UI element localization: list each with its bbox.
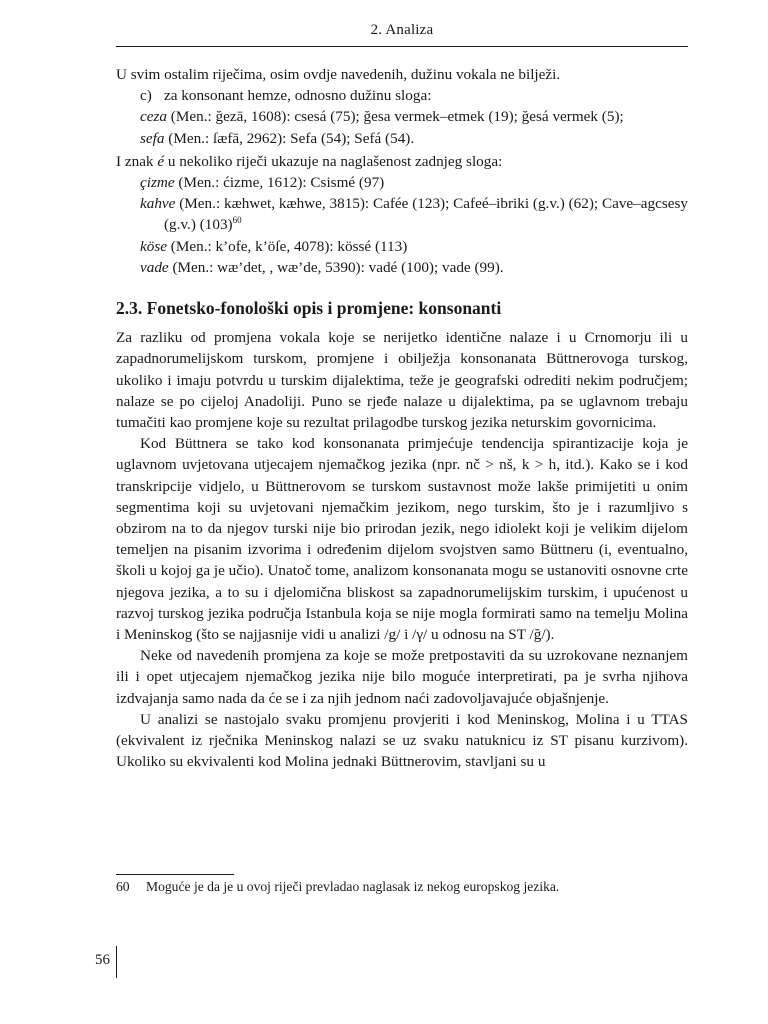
footnote bbox=[116, 878, 688, 896]
example-entry bbox=[116, 106, 688, 127]
footnote-number: 60 bbox=[116, 879, 130, 894]
example-word: ceza bbox=[140, 108, 167, 126]
example-text: (Men.: kæhwet, kæhwe, 3815): Cafée (123); Cafeé–ibriki (g.v.) (62); Cave–agcsesy (g.v.) (103) bbox=[164, 195, 688, 234]
example-word: çizme bbox=[140, 174, 175, 192]
intro-line: U svim ostalim riječima, osim ovdje navedenih, dužinu vokala ne bilježi. bbox=[116, 66, 561, 83]
example-word: kahve bbox=[140, 195, 176, 213]
example-text: (Men.: ğezā, 1608): csesá (75); ğesa vermek–etmek (19); ğesá vermek (5); bbox=[167, 108, 624, 126]
page-number: 56 bbox=[95, 952, 110, 968]
example-text: (Men.: wæ’det, , wæ’de, 5390): vadé (100); vade (99). bbox=[168, 258, 504, 276]
example-entry bbox=[116, 193, 688, 235]
example-word: köse bbox=[140, 237, 167, 255]
paragraph: U analizi se nastojalo svaku promjenu provjeriti i kod Meninskog, Molina i u TTAS (ekvivalent iz rječnika Meninskog nalazi se uz svaku natuknicu iz ST pisanu kurzivom). Ukoliko su ekvivalenti kod Molina jednaki Büttnerovim, stavljani su u bbox=[116, 710, 688, 771]
page-body bbox=[116, 64, 688, 773]
list-label: c) bbox=[140, 87, 152, 105]
accent-intro: I znak é u nekoliko riječi ukazuje na naglašenost zadnjeg sloga: bbox=[116, 152, 503, 170]
list-item-c bbox=[116, 85, 688, 106]
list-text: za konsonant hemze, odnosno dužinu sloga: bbox=[164, 87, 432, 105]
paragraph: Kod Büttnera se tako kod konsonanata primjećuje tendencija spirantizacije koja je uglavnom uvjetovana utjecajem njemačkog jezika (npr. nč > nš, k > h, itd.). Kako se i kod transkripcije vidjelo, u Büttnerovom se turskom sustavnost može lakše primijetiti u onim segmentima koji su uvjetovani njemačkim jezikom, nego turskim, što je i razumljivo s obzirom na to da njegov turski nije bio prirodan jezik, nego idiolekt koji je velikim dijelom temeljen na pisanim izvorima i određenim dijelom svojstven samo Büttneru (i, eventualno, školi u kojoj ga je učio). Unatoč tome, analizom konsonanata mogu se ustanoviti osnovne crte njegova jezika, a to su i djelomična bliskost sa zapadnorumelijskim turskim, i upućenost u razvoj turskog jezika područja Istanbula koja se nije mogla formirati samo na temelju Molina i Meninskog (što se najjasnije vidi u analizi /g/ i /γ/ u odnosu na ST /ğ/). bbox=[116, 435, 688, 644]
example-entry bbox=[116, 128, 688, 149]
running-header: 2. Analiza bbox=[370, 22, 434, 38]
example-text: (Men.: ſæfā, 2962): Sefa (54); Sefá (54). bbox=[164, 129, 415, 147]
example-entry bbox=[116, 172, 688, 193]
footnote-ref[interactable]: 60 bbox=[232, 215, 242, 226]
example-entry bbox=[116, 236, 688, 257]
paragraph: Za razliku od promjena vokala koje se nerijetko identične nalaze i u Crnomorju ili u zapadnorumelijskom turskom, promjene i obilježja konsonanata Büttnerovoga turskog, ukoliko i imaju potvrdu u turskim dijalektima, teže je geografski odrediti nekim područjem; nalaze se po cijeloj Anadoliji. Puno se rjeđe nalaze u dijalektima, pa se uglavnom trebaju tumačiti kao promjene koje su rezultat prilagodbe turskog jezika neturskim govornicima. bbox=[116, 329, 688, 432]
example-word: vade bbox=[140, 258, 169, 276]
footnote-text: Moguće je da je u ovoj riječi prevladao naglasak iz nekog europskog jezika. bbox=[146, 879, 560, 894]
paragraph: Neke od navedenih promjena za koje se može pretpostaviti da su uzrokovane neznanjem ili i opet utjecajem njemačkog jezika nije bilo moguće interpretirati, pa je svrha njihova izdvajanja samo nada da će se i za njih jednom naći zadovoljavajuće objašnjenje. bbox=[116, 647, 688, 707]
example-text: (Men.: k’ofe, k’öſe, 4078): kössé (113) bbox=[167, 237, 408, 255]
example-entry bbox=[116, 257, 688, 278]
footnote-rule bbox=[116, 874, 234, 875]
header-rule bbox=[116, 46, 688, 47]
page-number-bar bbox=[116, 946, 117, 978]
accent-glyph: é bbox=[157, 152, 165, 170]
section-heading: 2.3. Fonetsko-fonološki opis i promjene: konsonanti bbox=[116, 298, 502, 319]
example-word: sefa bbox=[140, 129, 165, 147]
example-text: (Men.: ćizme, 1612): Csismé (97) bbox=[174, 174, 385, 192]
